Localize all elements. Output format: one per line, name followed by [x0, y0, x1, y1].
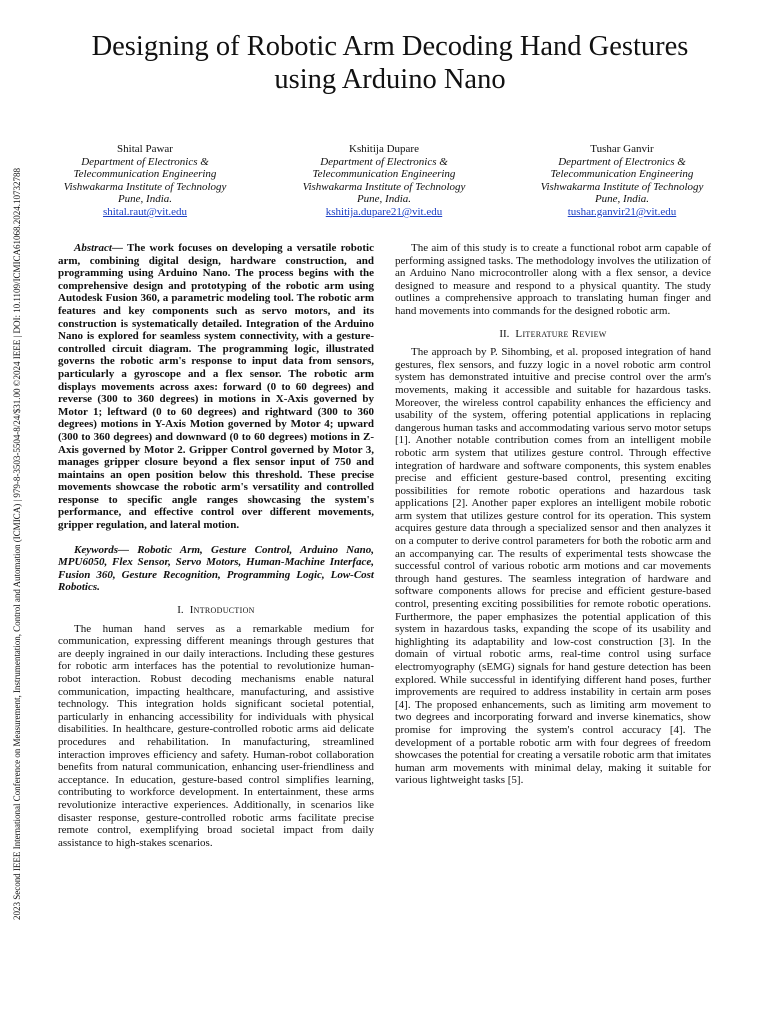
title-line-1: Designing of Robotic Arm Decoding Hand Gestures — [91, 31, 689, 62]
author-name: Shital Pawar — [117, 143, 173, 155]
left-column — [58, 242, 374, 849]
author-city: Pune, India. — [117, 193, 173, 206]
section-number: II. — [499, 327, 510, 340]
section-title: Literature Review — [515, 327, 607, 340]
author-dept-line-1: Department of Electronics & — [320, 155, 448, 168]
author-city: Pune, India. — [356, 193, 412, 206]
author-block-3 — [502, 143, 742, 219]
aim-paragraph: The aim of this study is to create a functional robot arm capable of performing assigned tasks. The methodology involves the utilization of an Arduino Nano microcontroller along with a flex sensor, a device designed to measure and respond to a physical quantity. The study outlines a comprehensive approach to translating human finger and hand movements into commands for the designed robotic arm. — [395, 242, 711, 317]
author-block-2 — [264, 143, 504, 219]
section-heading-literature-review — [395, 328, 711, 341]
author-dept-line-2: Telecommunication Engineering — [312, 168, 456, 181]
doi-sideline-text: 2023 Second IEEE International Conference on Measurement, Instrumentation, Control and Automation (ICMICA) | 979-8-3503-5504-8/24/$31.00 ©2024 IEEE | DOI: 10.1109/ICMICA61068.2024.10732788 — [12, 168, 22, 920]
author-institute: Vishwakarma Institute of Technology — [540, 180, 704, 193]
author-city: Pune, India. — [594, 193, 650, 206]
author-email-link[interactable]: kshitija.dupare21@vit.edu — [325, 205, 443, 218]
section-number: I. — [177, 604, 184, 617]
author-dept-line-1: Department of Electronics & — [558, 155, 686, 168]
author-institute: Vishwakarma Institute of Technology — [302, 180, 466, 193]
title-line-2: using Arduino Nano — [274, 64, 506, 95]
paper-title — [40, 30, 740, 96]
keywords-paragraph: Keywords— Robotic Arm, Gesture Control, Arduino Nano, MPU6050, Flex Sensor, Servo Motors, Human-Machine Interface, Fusion 360, Gesture Recognition, Programming Logic, Low-Cost Robotics. — [58, 543, 374, 594]
author-block-1 — [25, 143, 265, 219]
intro-paragraph: The human hand serves as a remarkable medium for communication, expressing different meanings through gestures that are deeply ingrained in our daily interactions. Including these gestures for robotic arm interfaces has the potential to revolutionize human-robot interaction. Robust decoding mechanisms enable natural communication, impacting healthcare, manufacturing, and assistive technology. This integration holds significant societal potential, particularly in enhancing accessibility for individuals with physical disabilities. In healthcare, gesture-controlled robotic arms aid delicate procedures and rehabilitation. In manufacturing, streamlined interaction improves efficiency and safety. Human-robot collaboration benefits from natural communication, enhancing user-friendliness and acceptance. In education, gesture-based control simplifies learning, contributing to workforce development. In entertainment, these arms revolutionize interactive experiences. Additionally, in scenarios like disaster response, gesture-controlled robotic arms facilitate precise remote control, exemplifying broad societal impact from daily assistance to high-stakes scenarios. — [58, 622, 374, 849]
author-email-link[interactable]: shital.raut@vit.edu — [102, 205, 188, 218]
abstract-paragraph — [58, 242, 374, 532]
section-title: Introduction — [189, 604, 255, 617]
abstract-lead: Abstract — [74, 242, 112, 254]
section-heading-introduction — [58, 604, 374, 617]
author-dept-line-1: Department of Electronics & — [81, 155, 209, 168]
abstract-text: The work focuses on developing a versatile robotic arm, combining digital design, hardware construction, and programming using Arduino Nano. The process begins with the comprehensive design and prototyping of the robotic arm using Autodesk Fusion 360, a parametric modeling tool. The robotic arm features and key components such as servo motors, and its construction is systematically detailed. Integration of the Arduino Nano is explored for seamless system connectivity, with a gesture-controlled circuit diagram. The programming logic, illustrated governs the robotic arm's response to input data from sensors, particularly a gyroscope and a flex sensor. The robotic arm displays movements across axes: forward (0 to 60 degrees) and reverse (300 to 360 degrees) in motions in X-Axis governed by Motor 1; leftward (0 to 60 degrees) and rightward (300 to 360 degrees) motions in Y-Axis Motion governed by Motor 4; upward (300 to 360 degrees) and downward (0 to 60 degrees) motions in Z-Axis governed by Motor 2. Gripper Control governed by Motor 3, manages gripper closure beyond a flex sensor input of 750 and maintains an open position below this threshold. These precise movements showcase the robotic arm's versatility and controlled response to specific angle ranges showcasing the system's performance, and effective control over different movements, gripper regulation, and lateral motion. — [58, 242, 374, 532]
literature-paragraph: The approach by P. Sihombing, et al. proposed integration of hand gestures, flex sensors, and fuzzy logic in a novel robotic arm control system has demonstrated intuitive and precise control over the arm's movements, making it accessible and suitable for hazardous tasks. Moreover, the wireless control capability enhances the efficiency and usability of the system, offering potential applications in replacing dangerous human tasks and accommodating various servo motor setups [1]. Another notable contribution comes from an intelligent mobile robotic arm system that utilizes gesture control. Through effective integration of hardware and software components, this system enables precise and efficient gesture-based control, presenting exciting possibilities for remote robotic operations and hazardous task applications [2]. Another paper explores an intelligent mobile robotic arm system that utilizes gesture control for its operation. This system acquires gesture data through a specialized sensor and then analyzes it on a computer to derive control parameters for both the robotic arm and an accompanying car. The results of experimental tests showcase the successful control of various robotic arm motions and car movements through hand gestures. The seamless integration of hardware and software components allows for precise and efficient gesture-based control, presenting exciting possibilities for remote robotic operations. Furthermore, the paper emphasizes the potential application of this system in hazardous tasks, expanding the scope of its usability and highlighting its adaptability and low-cost construction [3]. In the domain of virtual robotic arms, real-time control using surface electromyography (sEMG) signals for hand gesture detection has been explored. While successful in identifying different hand poses, further improvements are required to address instability in certain arm poses [4]. The proposed enhancements, such as limiting arm movement to two degrees and incorporating forward and inverse kinematics, show promise for improving the system's control accuracy [4]. The development of a portable robotic arm with four degrees of freedom showcases the potential for creating a versatile robotic arm that imitates human arm movements with minimal delay, making it suitable for various lightweight tasks [5]. — [395, 346, 711, 787]
author-institute: Vishwakarma Institute of Technology — [63, 180, 227, 193]
right-column — [395, 242, 711, 787]
author-dept-line-2: Telecommunication Engineering — [550, 168, 694, 181]
author-name: Tushar Ganvir — [590, 143, 654, 155]
author-dept-line-2: Telecommunication Engineering — [73, 168, 217, 181]
author-name: Kshitija Dupare — [349, 143, 419, 155]
abstract-dash: — — [111, 242, 123, 254]
doi-sideline — [7, 105, 27, 920]
author-email-link[interactable]: tushar.ganvir21@vit.edu — [567, 205, 677, 218]
